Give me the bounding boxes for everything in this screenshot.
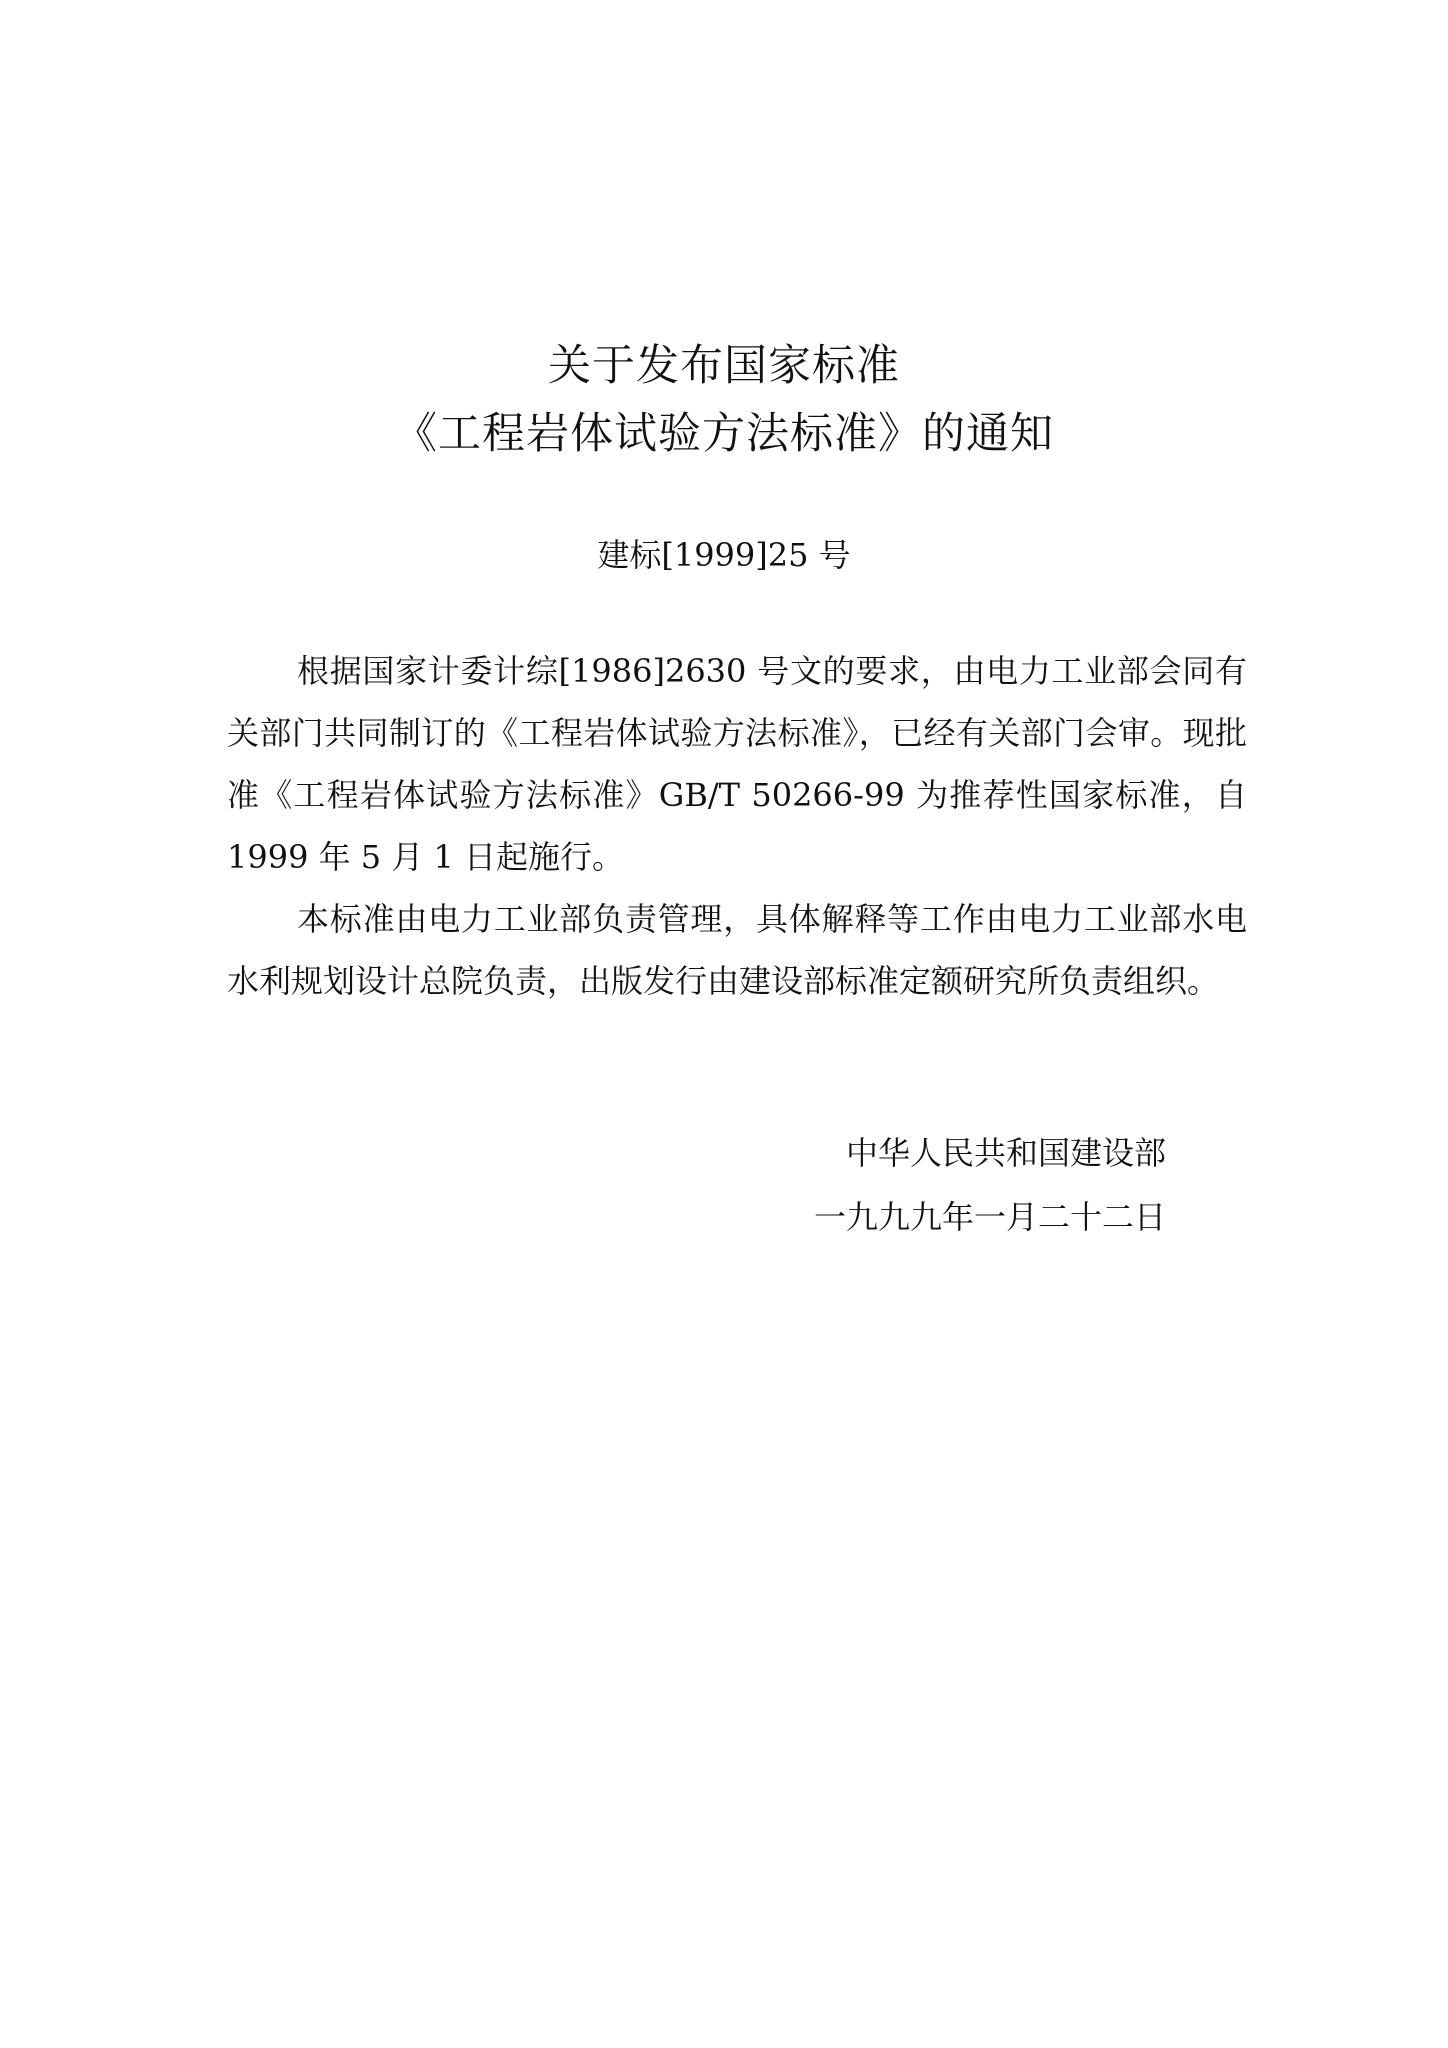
body-paragraph-2: 本标准由电力工业部负责管理，具体解释等工作由电力工业部水电水利规划设计总院负责，出版发行由建设部标准定额研究所负责组织。: [227, 900, 1247, 1000]
body-paragraph-1: 根据国家计委计综[1986]2630 号文的要求，由电力工业部会同有关部门共同制订的《工程岩体试验方法标准》，已经有关部门会审。现批准《工程岩体试验方法标准》GB/T 50266-99 为推荐性国家标准，自 1999 年 5 月 1 日起施行。: [227, 652, 1247, 876]
document-number: 建标[1999]25 号: [597, 536, 851, 574]
issuing-authority: 中华人民共和国建设部: [845, 1134, 1166, 1172]
notice-body: [227, 640, 1247, 1012]
issue-date: 一九九九年一月二十二日: [813, 1198, 1166, 1236]
notice-title-line-2: 《工程岩体试验方法标准》的通知: [394, 409, 1054, 459]
notice-title-line-1: 关于发布国家标准: [548, 341, 900, 391]
